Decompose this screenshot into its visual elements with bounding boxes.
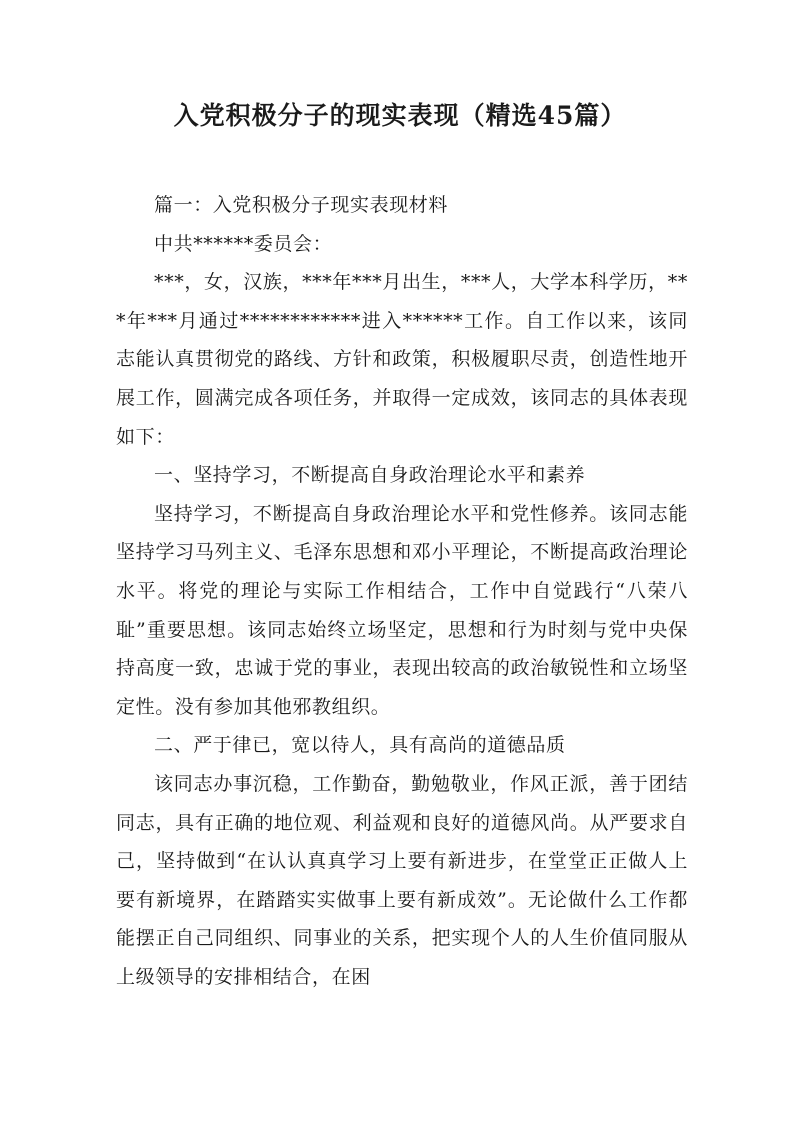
section-heading: 一、坚持学习，不断提高自身政治理论水平和素养: [154, 464, 586, 487]
document-title: 入党积极分子的现实表现（精选45篇）: [173, 101, 627, 130]
body-paragraph: 坚持学习，不断提高自身政治理论水平和党性修养。该同志能坚持学习马列主义、毛泽东思想和邓小平理论，不断提高政治理论水平。将党的理论与实际工作相结合，工作中自觉践行“八荣八耻”重要思想。该同志始终立场坚定，思想和行为时刻与党中央保持高度一致，忠诚于党的事业，表现出较高的政治敏锐性和立场坚定性。没有参加其他邪教组织。: [116, 502, 688, 718]
section-heading: 篇一：入党积极分子现实表现材料: [154, 194, 449, 216]
document-body: [116, 186, 688, 996]
salutation: 中共******委员会：: [154, 232, 333, 255]
section-heading: 二、严于律已，宽以待人，具有高尚的道德品质: [154, 734, 566, 757]
body-paragraph: ***，女，汉族，***年***月出生，***人，大学本科学历，***年***月通过************进入******工作。自工作以来，该同志能认真贯彻党的路线、方针和政策，积极履职尽责，创造性地开展工作，圆满完成各项任务，并取得一定成效，该同志的具体表现如下：: [116, 271, 688, 448]
body-paragraph: 该同志办事沉稳，工作勤奋，勤勉敬业，作风正派，善于团结同志，具有正确的地位观、利益观和良好的道德风尚。从严要求自己，坚持做到“在认认真真学习上要有新进步，在堂堂正正做人上要有新境界，在踏踏实实做事上要有新成效”。无论做什么工作都能摆正自己同组织、同事业的关系，把实现个人的人生价值同服从上级领导的安排相结合，在困: [116, 772, 688, 988]
